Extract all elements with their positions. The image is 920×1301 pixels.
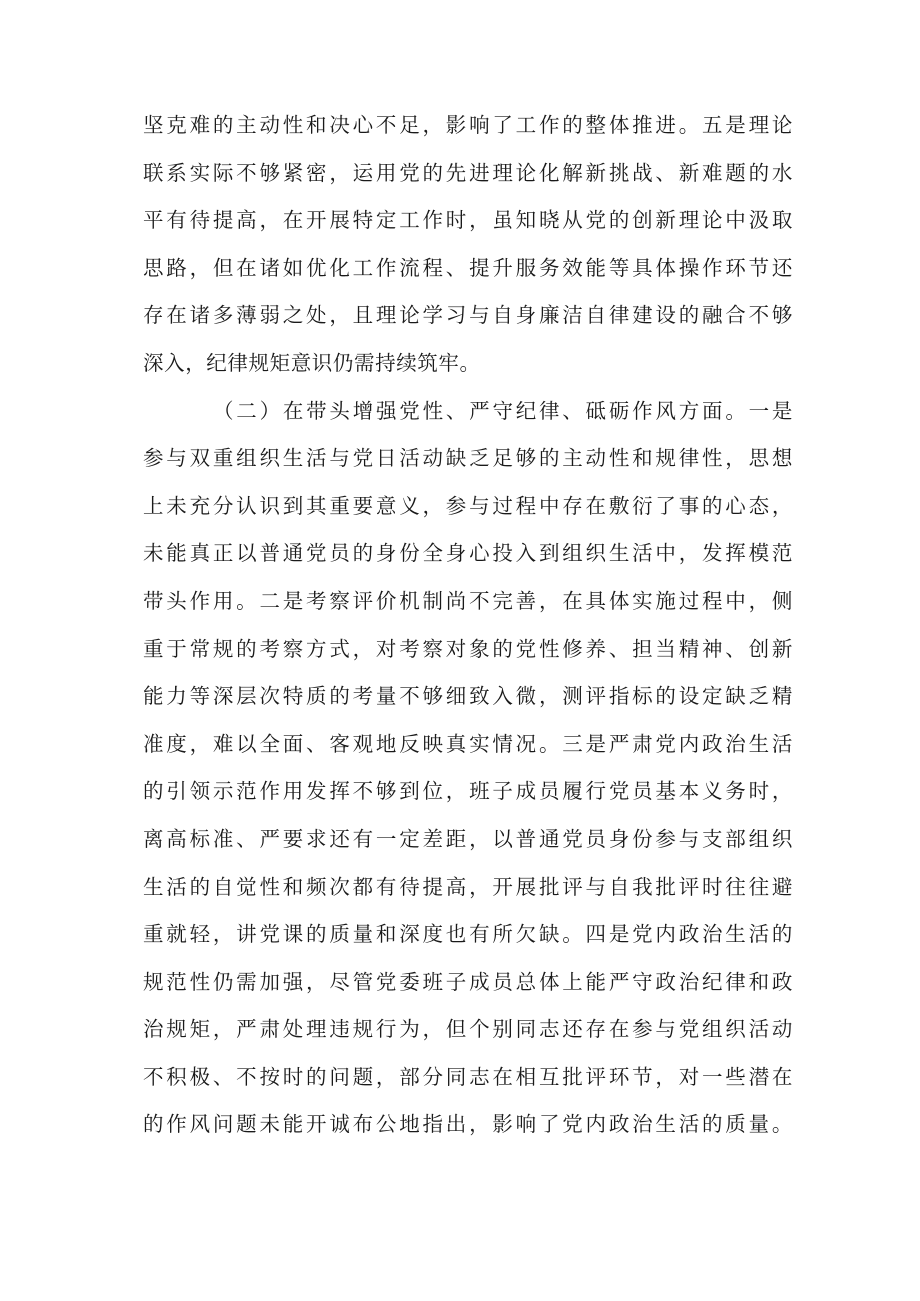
section-heading-line: （二）在带头增强党性、严守纪律、砥砺作风方面。一是: [213, 398, 793, 423]
text-line: 准度，难以全面、客观地反映真实情况。三是严肃党内政治生活: [143, 731, 793, 756]
paragraph-section-two: [143, 388, 793, 1150]
text-line: 离高标准、严要求还有一定差距，以普通党员身份参与支部组织: [143, 826, 793, 851]
text-line: 不积极、不按时的问题，部分同志在相互批评环节，对一些潜在: [143, 1064, 793, 1089]
text-line: 上未充分认识到其重要意义，参与过程中存在敷衍了事的心态，: [143, 493, 793, 518]
text-line: 带头作用。二是考察评价机制尚不完善，在具体实施过程中，侧: [143, 588, 793, 613]
paragraph-continued: [143, 102, 793, 388]
text-line: 思路，但在诸如优化工作流程、提升服务效能等具体操作环节还: [143, 255, 793, 280]
text-line: 能力等深层次特质的考量不够细致入微，测评指标的设定缺乏精: [143, 684, 793, 709]
text-line: 规范性仍需加强，尽管党委班子成员总体上能严守政治纪律和政: [143, 969, 793, 994]
text-line: 参与双重组织生活与党日活动缺乏足够的主动性和规律性，思想: [143, 446, 793, 471]
document-body: [143, 102, 793, 1149]
text-line: 深入，纪律规矩意识仍需持续筑牢。: [143, 350, 481, 375]
text-line: 未能真正以普通党员的身份全身心投入到组织生活中，发挥模范: [143, 541, 793, 566]
text-line: 治规矩，严肃处理违规行为，但个别同志还存在参与党组织活动: [143, 1017, 793, 1042]
text-line: 的作风问题未能开诚布公地指出，影响了党内政治生活的质量。: [143, 1112, 793, 1137]
text-line: 联系实际不够紧密，运用党的先进理论化解新挑战、新难题的水: [143, 160, 793, 185]
text-line: 重于常规的考察方式，对考察对象的党性修养、担当精神、创新: [143, 636, 793, 661]
text-line: 重就轻，讲党课的质量和深度也有所欠缺。四是党内政治生活的: [143, 922, 793, 947]
text-line: 坚克难的主动性和决心不足，影响了工作的整体推进。五是理论: [143, 113, 793, 137]
text-line: 平有待提高，在开展特定工作时，虽知晓从党的创新理论中汲取: [143, 208, 793, 233]
text-line: 的引领示范作用发挥不够到位，班子成员履行党员基本义务时，: [143, 779, 793, 804]
text-line: 存在诸多薄弱之处，且理论学习与自身廉洁自律建设的融合不够: [143, 303, 793, 328]
text-line: 生活的自觉性和频次都有待提高，开展批评与自我批评时往往避: [143, 874, 793, 899]
